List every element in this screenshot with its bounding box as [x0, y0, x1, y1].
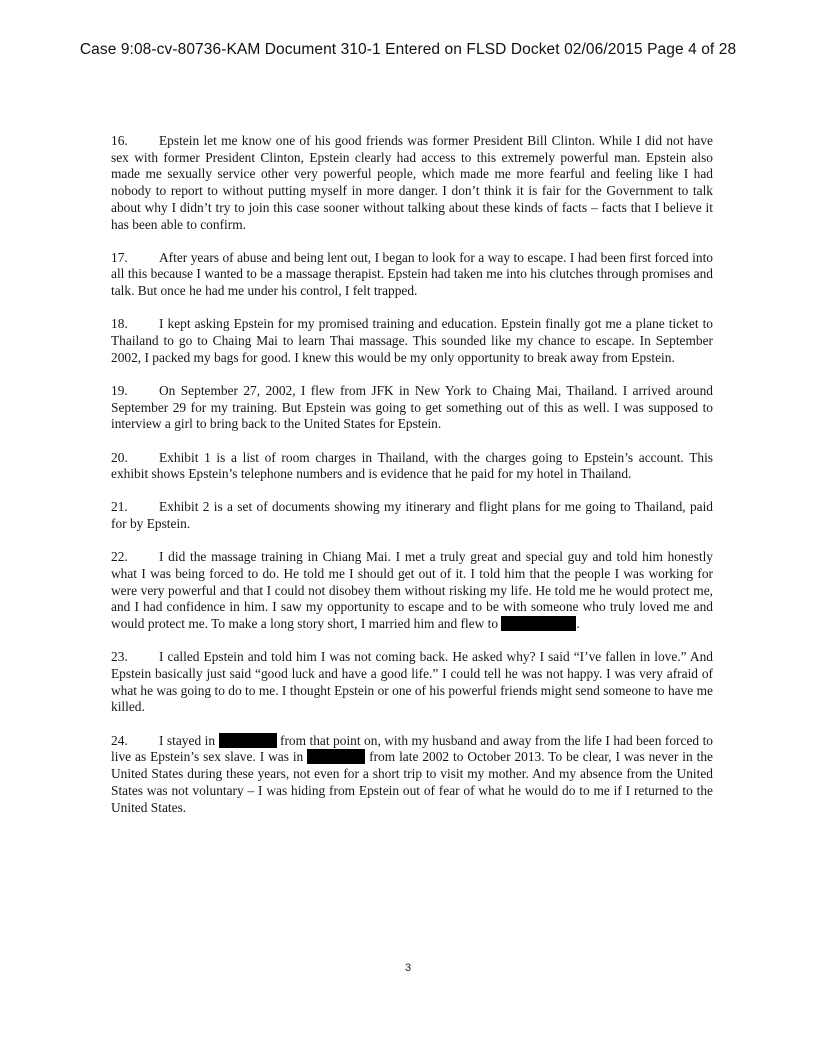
paragraph-text: I called Epstein and told him I was not coming back. He asked why? I said “I’ve fallen in love.” And Epstein basically just said “good luck and have a good life.” I could tell he was not happy. I was very afraid of what he was going to do to me. I thought Epstein or one of his powerful friends might send someone to have me killed.	[111, 649, 713, 715]
document-body	[111, 133, 713, 833]
paragraph-number: 23.	[111, 649, 128, 665]
paragraph-text: I kept asking Epstein for my promised training and education. Epstein finally got me a plane ticket to Thailand to go to Chaing Mai to learn Thai massage. This sounded like my chance to escape. In September 2002, I packed my bags for good. I knew this would be my only opportunity to break away from Epstein.	[111, 316, 713, 365]
redaction-box	[501, 616, 576, 631]
paragraph-16	[111, 133, 713, 233]
page-number: 3	[404, 962, 412, 974]
paragraph-number: 24.	[111, 732, 128, 748]
paragraph-text: On September 27, 2002, I flew from JFK in New York to Chaing Mai, Thailand. I arrived around September 29 for my training. But Epstein was going to get something out of this as well. I was supposed to interview a girl to bring back to the United States for Epstein.	[111, 382, 713, 432]
paragraph-text-end: from late 2002 to October 2013. To be clear, I was never in the United States during these years, not even for a short trip to visit my mother. And my absence from the United States was not voluntary – I was hiding from Epstein out of fear of what he would do to me if I returned to the United States.	[111, 749, 713, 815]
paragraph-text-end: .	[576, 616, 580, 632]
paragraph-text: Exhibit 2 is a set of documents showing my itinerary and flight plans for me going to Thailand, paid for by Epstein.	[111, 499, 713, 532]
paragraph-number: 21.	[111, 499, 128, 515]
paragraph-20	[111, 450, 713, 483]
paragraph-text-start: I stayed in	[159, 732, 216, 748]
paragraph-text: Exhibit 1 is a list of room charges in Thailand, with the charges going to Epstein’s account. This exhibit shows Epstein’s telephone numbers and is evidence that he paid for my hotel in Thailand.	[111, 449, 713, 482]
case-header: Case 9:08-cv-80736-KAM Document 310-1 Entered on FLSD Docket 02/06/2015 Page 4 of 28	[79, 41, 737, 58]
paragraph-23	[111, 649, 713, 716]
paragraph-21	[111, 499, 713, 532]
paragraph-text: After years of abuse and being lent out, I began to look for a way to escape. I had been first forced into all this because I wanted to be a massage therapist. Epstein had taken me into his clutches through promises and talk. But once he had me under his control, I felt trapped.	[111, 249, 713, 299]
redaction-box	[307, 749, 365, 764]
paragraph-number: 18.	[111, 316, 128, 332]
paragraph-number: 17.	[111, 249, 128, 265]
paragraph-number: 19.	[111, 382, 128, 398]
paragraph-number: 20.	[111, 449, 128, 465]
paragraph-22	[111, 549, 713, 633]
paragraph-text: Epstein let me know one of his good friends was former President Bill Clinton. While I did not have sex with former President Clinton, Epstein clearly had access to this extremely powerful man. Epstein also made me sexually service other very powerful people, which made me more fearful and feeling like I had nobody to report to without putting myself in more danger. I don’t think it is fair for the Government to talk about why I didn’t try to join this case sooner without talking about these kinds of facts – facts that I believe it has been able to confirm.	[111, 133, 713, 232]
paragraph-17	[111, 250, 713, 300]
paragraph-number: 16.	[111, 133, 128, 148]
paragraph-text: I did the massage training in Chiang Mai. I met a truly great and special guy and told him honestly what I was being forced to do. He told me I should get out of it. I told him that the people I was working for were very powerful and that I could not disobey them without risking my life. He told me he would protect me, and I had confidence in him. I saw my opportunity to escape and to be with someone who truly loved me and would protect me. To make a long story short, I married him and flew to	[111, 549, 713, 632]
paragraph-24	[111, 733, 713, 817]
paragraph-18	[111, 316, 713, 366]
paragraph-19	[111, 383, 713, 433]
redaction-box	[219, 733, 277, 748]
paragraph-number: 22.	[111, 549, 128, 565]
paragraph-text-middle: from that point on, with my husband and away from the life I had been forced to live as Epstein’s sex slave. I was in	[111, 732, 713, 765]
